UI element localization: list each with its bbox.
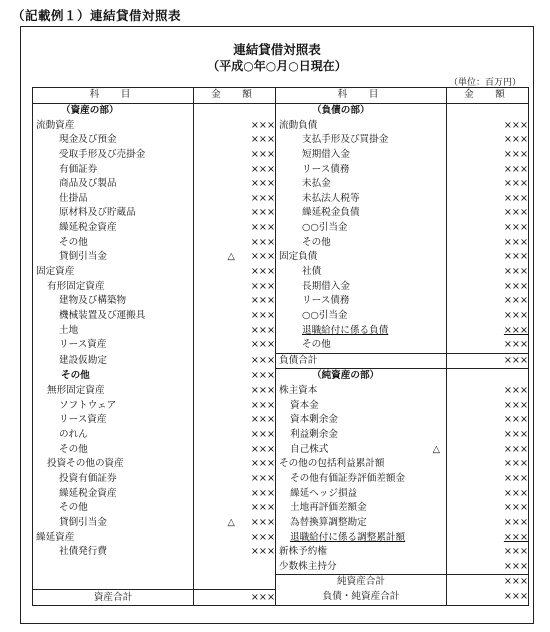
asset-item-label: 有価証券 <box>33 162 194 177</box>
asset-amount <box>194 206 276 221</box>
figure-caption: （記載例１）連結貸借対照表 <box>12 8 182 23</box>
liability-item-label <box>276 472 447 487</box>
liability-amount <box>447 279 529 294</box>
amount-value: ××× <box>503 148 528 160</box>
asset-amount <box>194 413 276 428</box>
liability-item-label <box>276 250 447 265</box>
liability-item-label <box>276 309 447 324</box>
asset-amount <box>194 530 276 545</box>
asset-amount <box>194 501 276 516</box>
amount-value: ××× <box>503 429 528 441</box>
liability-amount <box>447 221 529 236</box>
table-row <box>33 338 529 353</box>
liability-item-label <box>276 442 447 457</box>
asset-item-label: その他 <box>33 369 194 384</box>
asset-item-label: 受取手形及び売掛金 <box>33 148 194 163</box>
liability-item-text: （純資産の部） <box>312 370 380 382</box>
asset-item-label: 商品及び製品 <box>33 177 194 192</box>
liability-item-label <box>276 177 447 192</box>
asset-item-label: （資産の部） <box>33 103 194 118</box>
amount-value: ××× <box>503 560 528 572</box>
asset-item-label: 資産合計 <box>33 590 194 606</box>
asset-item-label: 有形固定資産 <box>33 279 194 294</box>
liability-item-label <box>276 148 447 163</box>
amount-value: ××× <box>503 516 528 528</box>
amount-value: ××× <box>250 148 275 160</box>
table-row <box>33 472 529 487</box>
amount-value: ××× <box>503 339 528 351</box>
table-row <box>33 384 529 399</box>
asset-amount <box>194 384 276 399</box>
liability-item-text: 退職給付に係る負債 <box>302 324 389 336</box>
asset-item-label: 貸倒引当金 <box>33 516 194 531</box>
asset-item-label: 流動資産 <box>33 118 194 133</box>
asset-item-label: 繰延税金資産 <box>33 221 194 236</box>
asset-item-label: 土地 <box>33 323 194 338</box>
liability-item-label <box>276 118 447 133</box>
liability-item-text: その他有価証券評価差額金 <box>290 472 406 484</box>
table-row <box>33 103 529 118</box>
table-row <box>33 221 529 236</box>
amount-value: ××× <box>503 280 528 292</box>
statement-title: 連結貸借対照表 <box>233 42 321 57</box>
table-header-row <box>33 88 529 104</box>
table-row <box>33 309 529 324</box>
asset-item-label: その他 <box>33 442 194 457</box>
table-row <box>33 442 529 457</box>
liability-item-text: その他 <box>302 236 331 248</box>
liability-item-label <box>276 133 447 148</box>
table-row <box>33 265 529 280</box>
negative-sign: △ <box>432 443 440 455</box>
liability-item-text: （負債の部） <box>312 104 370 116</box>
liability-amount <box>447 148 529 163</box>
amount-value: ××× <box>503 134 528 146</box>
liability-amount <box>447 235 529 250</box>
amount-value: ××× <box>503 222 528 234</box>
asset-amount <box>194 560 276 575</box>
liability-item-text: その他の包括利益累計額 <box>279 458 385 470</box>
liability-amount <box>447 516 529 531</box>
asset-amount <box>194 575 276 590</box>
amount-value: ××× <box>250 236 275 248</box>
liability-amount <box>447 530 529 545</box>
asset-amount <box>194 103 276 118</box>
asset-amount <box>194 369 276 384</box>
liability-amount <box>447 590 529 606</box>
liability-item-label <box>276 369 447 384</box>
amount-value: ××× <box>503 443 528 455</box>
liability-amount <box>447 369 529 384</box>
amount-value: ××× <box>503 502 528 514</box>
liability-item-text: 流動負債 <box>279 119 318 131</box>
asset-amount <box>194 338 276 353</box>
liability-item-text: 繰延税金負債 <box>302 207 360 219</box>
asset-item-label: 社債発行費 <box>33 545 194 560</box>
amount-value: ××× <box>503 295 528 307</box>
asset-item-label: 繰延資産 <box>33 530 194 545</box>
liability-amount <box>447 191 529 206</box>
amount-value: ××× <box>250 429 275 441</box>
asset-amount <box>194 177 276 192</box>
asset-item-label: 原材料及び貯蔵品 <box>33 206 194 221</box>
asset-amount <box>194 235 276 250</box>
asset-amount <box>194 323 276 338</box>
asset-item-label: その他 <box>33 501 194 516</box>
table-row <box>33 162 529 177</box>
liability-amount <box>447 250 529 265</box>
table-row <box>33 177 529 192</box>
liability-item-label <box>276 265 447 280</box>
asset-item-label: 建設仮勘定 <box>33 353 194 369</box>
header-amount-liabilities: 金 額 <box>447 88 529 104</box>
liability-item-label <box>276 560 447 575</box>
amount-value: ××× <box>503 591 528 603</box>
amount-value: ××× <box>503 576 528 588</box>
liability-amount <box>447 323 529 338</box>
liability-amount <box>447 398 529 413</box>
liability-item-label <box>276 353 447 369</box>
asset-item-label: 貸倒引当金 <box>33 250 194 265</box>
amount-value: ××× <box>250 178 275 190</box>
amount-value: ××× <box>250 119 275 131</box>
liability-item-label <box>276 279 447 294</box>
asset-item-label: 繰延税金資産 <box>33 486 194 501</box>
asset-item-label: 建物及び構築物 <box>33 294 194 309</box>
liability-item-text: 株主資本 <box>279 385 318 397</box>
liability-item-label <box>276 398 447 413</box>
liability-item-text: 未払金 <box>302 178 331 190</box>
liability-item-text: 繰延ヘッジ損益 <box>290 487 358 499</box>
amount-value: ××× <box>250 385 275 397</box>
amount-value: ××× <box>250 516 275 528</box>
table-row <box>33 250 529 265</box>
table-row <box>33 501 529 516</box>
liability-item-text: 純資産合計 <box>337 576 385 588</box>
asset-amount <box>194 516 276 531</box>
asset-item-label: 投資その他の資産 <box>33 457 194 472</box>
amount-value: ××× <box>250 591 275 603</box>
table-row <box>33 428 529 443</box>
asset-item-label: 機械装置及び運搬具 <box>33 309 194 324</box>
asset-amount <box>194 457 276 472</box>
liability-amount <box>447 118 529 133</box>
liability-amount <box>447 501 529 516</box>
amount-value: ××× <box>250 192 275 204</box>
liability-amount <box>447 103 529 118</box>
asset-amount <box>194 309 276 324</box>
amount-value: ××× <box>250 458 275 470</box>
liability-item-label <box>276 221 447 236</box>
liability-item-label <box>276 545 447 560</box>
liability-item-label <box>276 501 447 516</box>
asset-amount <box>194 486 276 501</box>
amount-value: ××× <box>250 531 275 543</box>
asset-item-label: のれん <box>33 428 194 443</box>
asset-amount <box>194 118 276 133</box>
asset-item-label <box>33 575 194 590</box>
header-amount-assets: 金 額 <box>194 88 276 104</box>
liability-item-text: 負債合計 <box>279 354 318 366</box>
asset-item-label: 固定資産 <box>33 265 194 280</box>
liability-item-text: 負債・純資産合計 <box>322 591 400 603</box>
liability-item-label <box>276 191 447 206</box>
table-row <box>33 486 529 501</box>
table-row <box>33 398 529 413</box>
amount-value: ××× <box>250 472 275 484</box>
liability-amount <box>447 560 529 575</box>
liability-item-text: 自己株式 <box>290 443 329 455</box>
liability-item-text: 少数株主持分 <box>279 560 337 572</box>
asset-amount <box>194 279 276 294</box>
liability-item-text: 支払手形及び買掛金 <box>302 134 389 146</box>
asset-amount <box>194 590 276 606</box>
asset-item-label: 投資有価証券 <box>33 472 194 487</box>
table-row <box>33 516 529 531</box>
amount-value: ××× <box>503 385 528 397</box>
table-row <box>33 369 529 384</box>
asset-amount <box>194 148 276 163</box>
amount-value: ××× <box>503 458 528 470</box>
liability-item-text: ○○引当金 <box>302 222 348 234</box>
negative-sign: △ <box>227 251 235 263</box>
amount-value: ××× <box>503 266 528 277</box>
liability-amount <box>447 309 529 324</box>
liability-amount <box>447 177 529 192</box>
asset-amount <box>194 294 276 309</box>
liability-item-text: リース債務 <box>302 295 350 307</box>
asset-item-label: その他 <box>33 235 194 250</box>
liability-amount <box>447 133 529 148</box>
table-row <box>33 148 529 163</box>
asset-item-label: 無形固定資産 <box>33 384 194 399</box>
asset-amount <box>194 133 276 148</box>
liability-item-label <box>276 294 447 309</box>
liability-item-text: 固定負債 <box>279 251 318 263</box>
liability-item-text: 長期借入金 <box>302 280 350 292</box>
liability-amount <box>447 206 529 221</box>
table-row <box>33 545 529 560</box>
amount-value: ××× <box>503 236 528 248</box>
amount-value: ××× <box>503 178 528 190</box>
liability-amount <box>447 472 529 487</box>
amount-value: ××× <box>250 295 275 307</box>
table-row <box>33 118 529 133</box>
amount-value: ××× <box>503 354 528 366</box>
liability-amount <box>447 294 529 309</box>
asset-amount <box>194 545 276 560</box>
liability-item-label <box>276 575 447 590</box>
asset-item-label: リース資産 <box>33 413 194 428</box>
unit-label: （単位：百万円） <box>448 78 521 88</box>
liability-item-label <box>276 428 447 443</box>
liability-item-text: 土地再評価差額金 <box>290 502 367 514</box>
header-item-assets: 科 目 <box>33 88 194 104</box>
table-row <box>33 530 529 545</box>
liability-amount <box>447 265 529 280</box>
liability-amount <box>447 545 529 560</box>
asset-item-label: ソフトウェア <box>33 398 194 413</box>
amount-value: ××× <box>503 399 528 411</box>
table-row <box>33 413 529 428</box>
liability-item-text: ○○引当金 <box>302 309 348 321</box>
liability-item-label <box>276 413 447 428</box>
amount-value: ××× <box>503 207 528 219</box>
asset-item-label: 仕掛品 <box>33 191 194 206</box>
amount-value: ××× <box>503 251 528 263</box>
amount-value: ××× <box>250 354 275 366</box>
liability-item-label <box>276 206 447 221</box>
asset-amount <box>194 250 276 265</box>
amount-value: ××× <box>250 324 275 336</box>
amount-value: ××× <box>250 414 275 426</box>
amount-value: ××× <box>250 207 275 219</box>
liability-amount <box>447 353 529 369</box>
amount-value: ××× <box>250 546 275 558</box>
liability-amount <box>447 457 529 472</box>
liability-amount <box>447 428 529 443</box>
liability-item-label <box>276 323 447 338</box>
asset-amount <box>194 428 276 443</box>
negative-sign: △ <box>227 516 235 528</box>
amount-value: ××× <box>250 399 275 411</box>
balance-sheet-frame <box>20 26 534 624</box>
header-item-liabilities: 科 目 <box>276 88 447 104</box>
table-row <box>33 323 529 338</box>
amount-value: ××× <box>250 309 275 321</box>
liability-item-text: 短期借入金 <box>302 148 350 160</box>
asset-amount <box>194 221 276 236</box>
liability-item-text: その他 <box>302 339 331 351</box>
amount-value: ××× <box>250 502 275 514</box>
liability-item-label <box>276 530 447 545</box>
table-row <box>33 191 529 206</box>
liability-item-label <box>276 457 447 472</box>
balance-sheet-table <box>32 87 529 606</box>
asset-amount <box>194 162 276 177</box>
table-row <box>33 133 529 148</box>
liability-item-text: 新株予約権 <box>279 546 327 558</box>
liability-item-text: 為替換算調整勘定 <box>290 516 367 528</box>
liability-item-label <box>276 590 447 606</box>
asset-item-label <box>33 560 194 575</box>
amount-value: ××× <box>503 309 528 321</box>
liability-item-label <box>276 516 447 531</box>
table-row <box>33 235 529 250</box>
table-row <box>33 353 529 369</box>
amount-value: ××× <box>503 414 528 426</box>
amount-value: ××× <box>250 280 275 292</box>
amount-value: ××× <box>250 163 275 175</box>
amount-value: ××× <box>503 472 528 484</box>
table-row <box>33 279 529 294</box>
table-row <box>33 206 529 221</box>
statement-date: （平成○年○月○日現在） <box>207 59 347 73</box>
liability-item-label <box>276 103 447 118</box>
liability-amount <box>447 162 529 177</box>
liability-item-text: 社債 <box>302 266 322 277</box>
liability-item-label <box>276 486 447 501</box>
table-row <box>33 590 529 606</box>
liability-item-label <box>276 162 447 177</box>
asset-amount <box>194 191 276 206</box>
liability-item-label <box>276 235 447 250</box>
asset-amount <box>194 265 276 280</box>
amount-value: ××× <box>250 370 275 382</box>
liability-item-label <box>276 384 447 399</box>
table-row <box>33 575 529 590</box>
amount-value: ××× <box>503 487 528 499</box>
liability-amount <box>447 413 529 428</box>
liability-item-text: 退職給付に係る調整累計額 <box>290 531 406 543</box>
amount-value: ××× <box>250 134 275 146</box>
amount-value: ××× <box>250 339 275 351</box>
liability-amount <box>447 384 529 399</box>
amount-value: ××× <box>503 163 528 175</box>
amount-value: ××× <box>503 119 528 131</box>
liability-amount <box>447 442 529 457</box>
asset-amount <box>194 442 276 457</box>
liability-item-text: 資本金 <box>290 399 319 411</box>
table-row <box>33 457 529 472</box>
asset-amount <box>194 353 276 369</box>
amount-value: ××× <box>250 487 275 499</box>
asset-item-label: 現金及び預金 <box>33 133 194 148</box>
amount-value: ××× <box>503 546 528 558</box>
amount-value: ××× <box>503 192 528 204</box>
liability-amount <box>447 338 529 353</box>
asset-item-label: リース資産 <box>33 338 194 353</box>
amount-value: ××× <box>250 443 275 455</box>
liability-item-text: 資本剰余金 <box>290 414 338 426</box>
amount-value: ××× <box>503 531 528 543</box>
liability-item-text: 未払法人税等 <box>302 192 360 204</box>
amount-value: ××× <box>250 222 275 234</box>
liability-item-label <box>276 338 447 353</box>
liability-item-text: リース債務 <box>302 163 350 175</box>
amount-value: ××× <box>503 324 528 336</box>
table-row <box>33 294 529 309</box>
liability-amount <box>447 486 529 501</box>
asset-amount <box>194 398 276 413</box>
liability-item-text: 利益剰余金 <box>290 429 338 441</box>
liability-amount <box>447 575 529 590</box>
amount-value: ××× <box>250 251 275 263</box>
table-row <box>33 560 529 575</box>
amount-value: ××× <box>250 266 275 277</box>
asset-amount <box>194 472 276 487</box>
